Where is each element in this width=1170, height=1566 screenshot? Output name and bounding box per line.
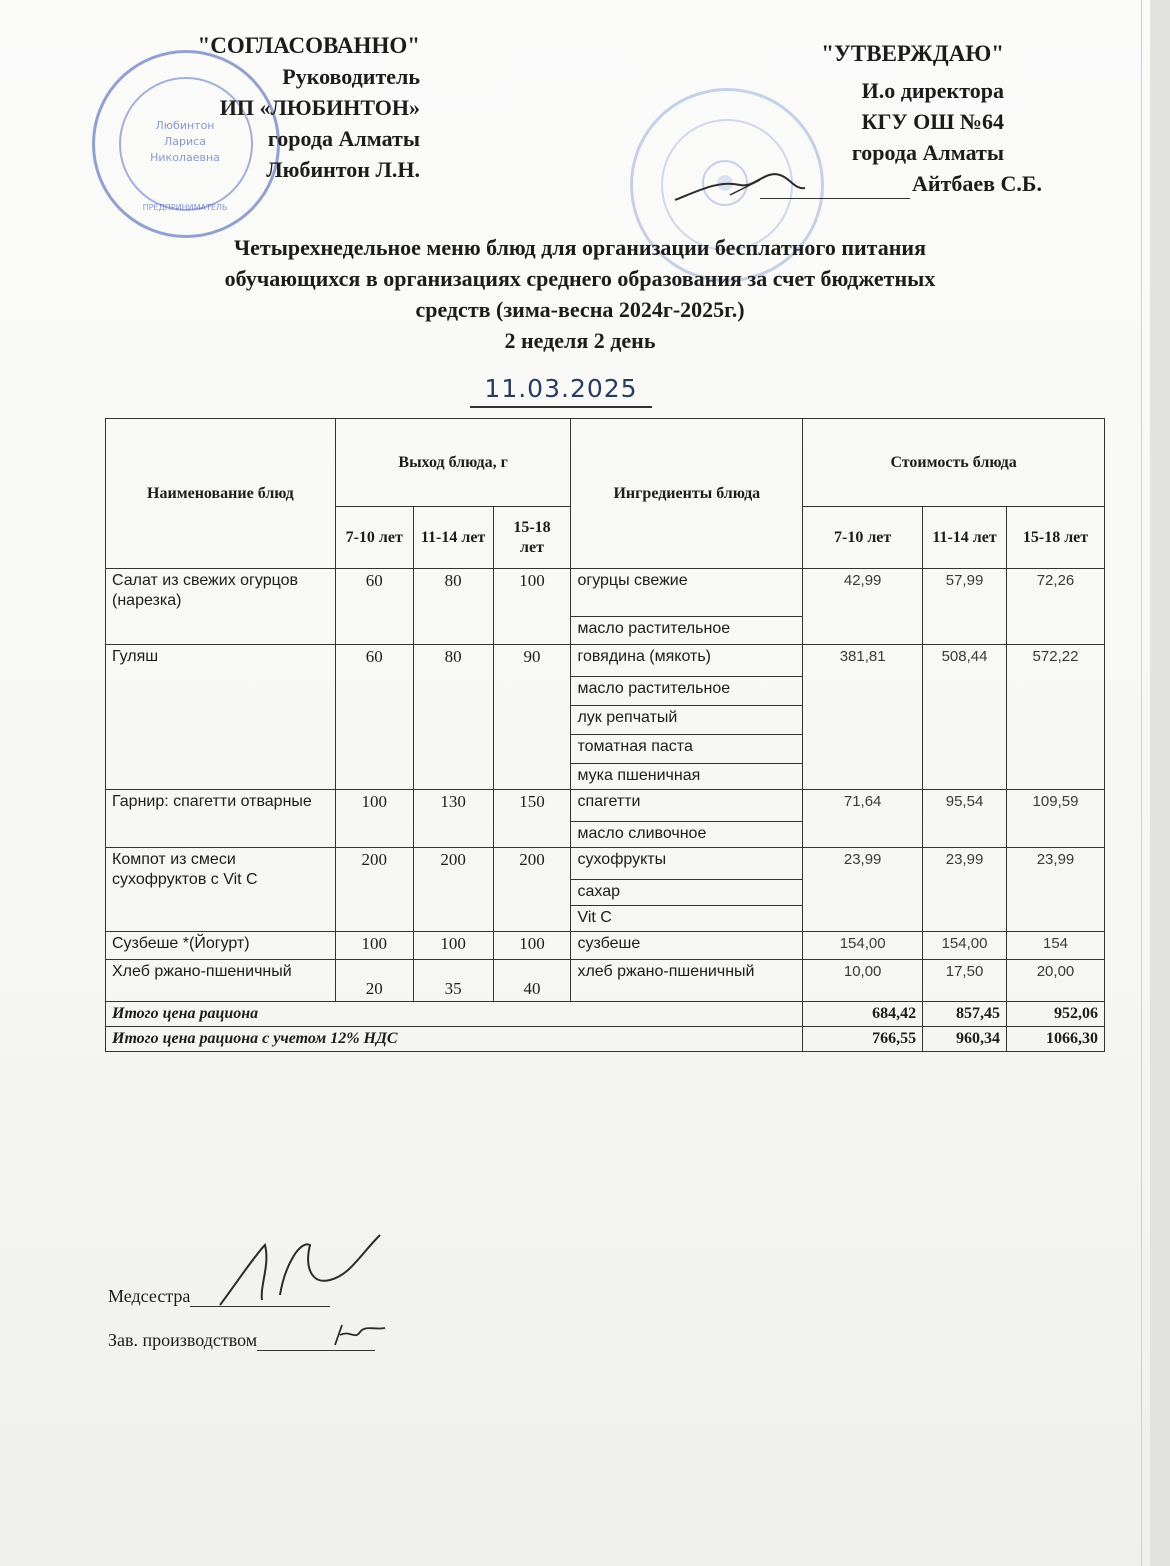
approved-right-line1: И.о директора bbox=[861, 78, 1004, 103]
header-cost-age3: 15-18 лет bbox=[1007, 507, 1105, 569]
yield-age3: 100 bbox=[493, 932, 571, 960]
ingredient-cell: Vit C bbox=[571, 906, 803, 932]
yield-age3: 90 bbox=[493, 645, 571, 790]
total-row bbox=[106, 1002, 1105, 1027]
yield-age2: 130 bbox=[413, 790, 493, 848]
cost-age1: 154,00 bbox=[803, 932, 923, 960]
ingredient-cell: томатная паста bbox=[571, 735, 803, 764]
yield-age3: 40 bbox=[493, 960, 571, 1002]
menu-table bbox=[105, 418, 1105, 1052]
document-title bbox=[100, 232, 1060, 356]
cost-age1: 71,64 bbox=[803, 790, 923, 848]
approved-right-line2: КГУ ОШ №64 bbox=[861, 109, 1004, 134]
ingredient-cell: сухофрукты bbox=[571, 848, 803, 880]
total-value: 857,45 bbox=[923, 1002, 1007, 1027]
header-dish: Наименование блюд bbox=[106, 419, 336, 569]
ingredient-cell: сахар bbox=[571, 880, 803, 906]
total-value: 1066,30 bbox=[1007, 1027, 1105, 1052]
approved-right-line3: города Алматы bbox=[851, 140, 1004, 165]
cost-age1: 42,99 bbox=[803, 569, 923, 645]
yield-age2: 100 bbox=[413, 932, 493, 960]
dish-name: Салат из свежих огурцов (нарезка) bbox=[106, 569, 336, 645]
yield-age3: 200 bbox=[493, 848, 571, 932]
title-line3: средств (зима-весна 2024г-2025г.) bbox=[415, 297, 745, 322]
page-edge bbox=[1150, 0, 1170, 1566]
cost-age2: 23,99 bbox=[923, 848, 1007, 932]
cost-age3: 109,59 bbox=[1007, 790, 1105, 848]
ingredient-cell: сузбеше bbox=[571, 932, 803, 960]
ingredient-cell: масло сливочное bbox=[571, 822, 803, 848]
header-cost-age2: 11-14 лет bbox=[923, 507, 1007, 569]
yield-age1: 60 bbox=[335, 645, 413, 790]
cost-age1: 23,99 bbox=[803, 848, 923, 932]
total-value: 960,34 bbox=[923, 1027, 1007, 1052]
title-line1: Четырехнедельное меню блюд для организации бесплатного питания bbox=[233, 235, 926, 260]
cost-age1: 10,00 bbox=[803, 960, 923, 1002]
yield-age3: 150 bbox=[493, 790, 571, 848]
nurse-label: Медсестра bbox=[108, 1286, 191, 1306]
ingredient-cell: масло растительное bbox=[571, 677, 803, 706]
dish-name: Компот из смеси сухофруктов с Vit C bbox=[106, 848, 336, 932]
approved-left-line1: Руководитель bbox=[282, 64, 420, 89]
header-yield-age1: 7-10 лет bbox=[335, 507, 413, 569]
ingredient-cell: масло растительное bbox=[571, 617, 803, 645]
dish-name: Гарнир: спагетти отварные bbox=[106, 790, 336, 848]
cost-age1: 381,81 bbox=[803, 645, 923, 790]
cost-age3: 20,00 bbox=[1007, 960, 1105, 1002]
total-value: 684,42 bbox=[803, 1002, 923, 1027]
approved-left-line3: города Алматы bbox=[267, 126, 420, 151]
ingredient-cell: спагетти bbox=[571, 790, 803, 822]
yield-age2: 200 bbox=[413, 848, 493, 932]
total-label: Итого цена рациона с учетом 12% НДС bbox=[106, 1027, 803, 1052]
total-row bbox=[106, 1027, 1105, 1052]
yield-age1: 60 bbox=[335, 569, 413, 645]
page-edge-line bbox=[1141, 0, 1142, 1566]
ingredient-cell: говядина (мякоть) bbox=[571, 645, 803, 677]
yield-age2: 80 bbox=[413, 645, 493, 790]
header-yield-age2: 11-14 лет bbox=[413, 507, 493, 569]
handwritten-date: 11.03.2025 bbox=[470, 372, 652, 408]
yield-age1: 100 bbox=[335, 932, 413, 960]
cost-age2: 508,44 bbox=[923, 645, 1007, 790]
cost-age3: 572,22 bbox=[1007, 645, 1105, 790]
left-seal-center2: Лариса bbox=[164, 135, 206, 148]
left-seal-bottom: ПРЕДПРИНИМАТЕЛЬ bbox=[142, 203, 228, 212]
nurse-signature-icon bbox=[210, 1225, 390, 1315]
dish-row bbox=[106, 932, 1105, 960]
approved-left-line4: Любинтон Л.Н. bbox=[266, 157, 420, 182]
yield-age1: 100 bbox=[335, 790, 413, 848]
yield-age2: 80 bbox=[413, 569, 493, 645]
yield-age1: 20 bbox=[335, 960, 413, 1002]
cost-age2: 95,54 bbox=[923, 790, 1007, 848]
approved-right-line4: Айтбаев С.Б. bbox=[912, 171, 1042, 196]
dish-row bbox=[106, 848, 1105, 880]
left-seal-center1: Любинтон bbox=[155, 119, 215, 132]
cost-age2: 154,00 bbox=[923, 932, 1007, 960]
header-yield: Выход блюда, г bbox=[335, 419, 571, 507]
ingredient-cell: лук репчатый bbox=[571, 706, 803, 735]
ingredient-cell: мука пшеничная bbox=[571, 764, 803, 790]
dish-name: Гуляш bbox=[106, 645, 336, 790]
ingredient-cell: хлеб ржано-пшеничный bbox=[571, 960, 803, 1002]
dish-row bbox=[106, 645, 1105, 677]
yield-age1: 200 bbox=[335, 848, 413, 932]
dish-row bbox=[106, 790, 1105, 822]
dish-row bbox=[106, 960, 1105, 1002]
cost-age3: 154 bbox=[1007, 932, 1105, 960]
ingredient-cell: огурцы свежие bbox=[571, 569, 803, 617]
header-yield-age3: 15-18 лет bbox=[493, 507, 571, 569]
total-value: 766,55 bbox=[803, 1027, 923, 1052]
left-seal-center3: Николаевна bbox=[150, 151, 220, 164]
director-signature-icon bbox=[670, 160, 810, 210]
dish-row bbox=[106, 569, 1105, 617]
header-cost-age1: 7-10 лет bbox=[803, 507, 923, 569]
yield-age3: 100 bbox=[493, 569, 571, 645]
approved-left-block bbox=[150, 30, 420, 185]
approved-right-heading: "УТВЕРЖДАЮ" bbox=[821, 41, 1004, 66]
dish-name: Хлеб ржано-пшеничный bbox=[106, 960, 336, 1002]
total-label: Итого цена рациона bbox=[106, 1002, 803, 1027]
production-head-signature-icon bbox=[330, 1320, 390, 1350]
approved-left-line2: ИП «ЛЮБИНТОН» bbox=[219, 95, 420, 120]
title-line2: обучающихся в организациях среднего образования за счет бюджетных bbox=[224, 266, 936, 291]
approved-left-heading: "СОГЛАСОВАННО" bbox=[197, 33, 420, 58]
header-cost: Стоимость блюда bbox=[803, 419, 1105, 507]
header-ingredients: Ингредиенты блюда bbox=[571, 419, 803, 569]
dish-name: Сузбеше *(Йогурт) bbox=[106, 932, 336, 960]
total-value: 952,06 bbox=[1007, 1002, 1105, 1027]
title-line4: 2 неделя 2 день bbox=[504, 328, 656, 353]
production-head-label: Зав. производством bbox=[108, 1330, 258, 1350]
yield-age2: 35 bbox=[413, 960, 493, 1002]
cost-age3: 72,26 bbox=[1007, 569, 1105, 645]
cost-age2: 57,99 bbox=[923, 569, 1007, 645]
cost-age2: 17,50 bbox=[923, 960, 1007, 1002]
cost-age3: 23,99 bbox=[1007, 848, 1105, 932]
